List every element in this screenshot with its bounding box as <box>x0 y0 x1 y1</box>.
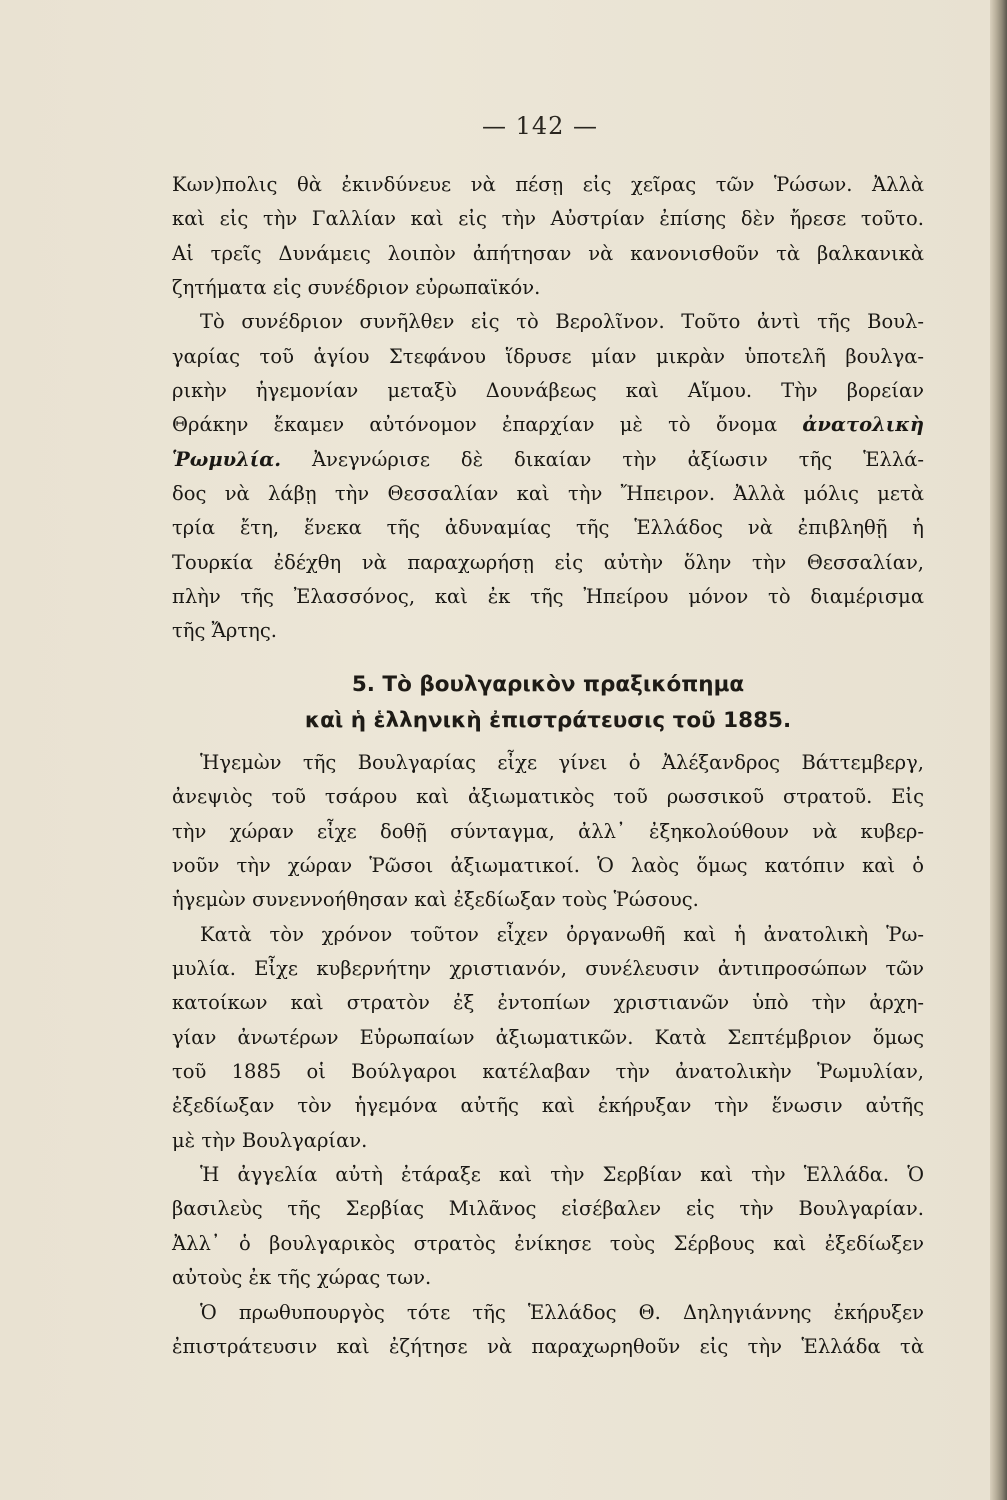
text-line: κατοίκων καὶ στρατὸν ἐξ ἐντοπίων χριστιανῶν ὑπὸ τὴν ἀρχη- <box>172 991 924 1015</box>
text-line: μυλία. Εἶχε κυβερνήτην χριστιανόν, συνέλευσιν ἀντιπροσώπων τῶν <box>172 957 924 981</box>
text-line: δος νὰ λάβῃ τὴν Θεσσαλίαν καὶ τὴν Ἤπειρον. Ἀλλὰ μόλις μετὰ <box>172 482 924 506</box>
text-line: τῆς Ἄρτης. <box>172 619 277 643</box>
text-line: μὲ τὴν Βουλγαρίαν. <box>172 1128 368 1152</box>
text-line: τοῦ 1885 οἱ Βούλγαροι κατέλαβαν τὴν ἀνατολικὴν Ῥωμυλίαν, <box>172 1060 924 1084</box>
text-line: Ἡ ἀγγελία αὐτὴ ἐτάραξε καὶ τὴν Σερβίαν καὶ τὴν Ἑλλάδα. Ὁ <box>200 1163 924 1187</box>
section-heading-line-2: καὶ ἡ ἑλληνικὴ ἐπιστράτευσις τοῦ 1885. <box>304 708 792 733</box>
text-line: καὶ εἰς τὴν Γαλλίαν καὶ εἰς τὴν Αὐστρίαν ἐπίσης δὲν ἤρεσε τοῦτο. <box>172 207 924 231</box>
text-line: ἐπιστράτευσιν καὶ ἐζήτησε νὰ παραχωρηθοῦν εἰς τὴν Ἑλλάδα τὰ <box>172 1334 924 1358</box>
text-line: γίαν ἀνωτέρων Εὐρωπαίων ἀξιωματικῶν. Κατὰ Σεπτέμβριον ὅμως <box>172 1025 924 1049</box>
text-line: ἐξεδίωξαν τὸν ἡγεμόνα αὐτῆς καὶ ἐκήρυξαν τὴν ἕνωσιν αὐτῆς <box>172 1094 924 1118</box>
emphasized-term: ἀνατολικὴ <box>802 413 924 437</box>
text-span: Ἀνεγνώρισε δὲ δικαίαν τὴν ἀξίωσιν τῆς Ἑλλά- <box>281 447 924 471</box>
text-line: τὴν χώραν εἶχε δοθῇ σύνταγμα, ἀλλ᾽ ἐξηκολούθουν νὰ κυβερ- <box>172 819 924 843</box>
text-line: Κων)πολις θὰ ἐκινδύνευε νὰ πέσῃ εἰς χεῖρας τῶν Ῥώσων. Ἀλλὰ <box>172 173 924 196</box>
emphasized-term: Ῥωμυλία. <box>172 447 282 471</box>
text-line: Ἀλλ᾽ ὁ βουλγαρικὸς στρατὸς ἐνίκησε τοὺς Σέρβους καὶ ἐξεδίωξεν <box>172 1231 924 1255</box>
text-line: νοῦν τὴν χώραν Ῥῶσοι ἀξιωματικοί. Ὁ λαὸς ὅμως κατόπιν καὶ ὁ <box>172 854 924 878</box>
text-line: ἀνεψιὸς τοῦ τσάρου καὶ ἀξιωματικὸς τοῦ ρωσσικοῦ στρατοῦ. Εἰς <box>172 785 924 809</box>
text-line: Ὁ πρωθυπουργὸς τότε τῆς Ἑλλάδος Θ. Δηληγιάννης ἐκήρυξεν <box>200 1300 924 1324</box>
text-line: γαρίας τοῦ ἁγίου Στεφάνου ἵδρυσε μίαν μικρὰν ὑποτελῆ βουλγα- <box>172 344 924 368</box>
text-line: πλὴν τῆς Ἐλασσόνος, καὶ ἐκ τῆς Ἠπείρου μόνον τὸ διαμέρισμα <box>172 585 924 609</box>
text-line: ζητήματα εἰς συνέδριον εὐρωπαϊκόν. <box>172 276 541 300</box>
text-line: αὐτοὺς ἐκ τῆς χώρας των. <box>172 1266 432 1290</box>
text-span: Θράκην ἔκαμεν αὐτόνομον ἐπαρχίαν μὲ τὸ ὄνομα <box>172 413 803 437</box>
paragraph-continuation <box>172 168 924 649</box>
text-line: Τουρκία ἐδέχθη νὰ παραχωρήσῃ εἰς αὐτὴν ὅλην τὴν Θεσσαλίαν, <box>172 550 924 574</box>
text-line <box>172 443 924 477</box>
text-line: ἡγεμὼν συνεννοήθησαν καὶ ἐξεδίωξαν τοὺς Ῥώσους. <box>172 888 699 912</box>
text-line: Ἡγεμὼν τῆς Βουλγαρίας εἶχε γίνει ὁ Ἀλέξανδρος Βάττεμβεργ, <box>200 751 924 774</box>
page-number: — 142 — <box>481 112 599 140</box>
text-line: ρικὴν ἡγεμονίαν μεταξὺ Δουνάβεως καὶ Αἵμου. Τὴν βορείαν <box>172 379 924 403</box>
section-heading-line-1: 5. Τὸ βουλγαρικὸν πραξικόπημα <box>351 672 745 697</box>
text-line: βασιλεὺς τῆς Σερβίας Μιλᾶνος εἰσέβαλεν εἰς τὴν Βουλγαρίαν. <box>172 1197 924 1221</box>
section-body <box>172 746 924 1364</box>
text-line: Αἱ τρεῖς Δυνάμεις λοιπὸν ἀπήτησαν νὰ κανονισθοῦν τὰ βαλκανικὰ <box>172 241 924 265</box>
text-line <box>172 408 924 442</box>
text-line: Κατὰ τὸν χρόνον τοῦτον εἶχεν ὀργανωθῆ καὶ ἡ ἀνατολικὴ Ῥω- <box>200 922 924 946</box>
page-edge-shadow <box>990 0 1007 1500</box>
text-line: Τὸ συνέδριον συνῆλθεν εἰς τὸ Βερολῖνον. Τοῦτο ἀντὶ τῆς Βουλ- <box>200 310 924 334</box>
text-line: τρία ἔτη, ἕνεκα τῆς ἀδυναμίας τῆς Ἑλλάδος νὰ ἐπιβληθῇ ἡ <box>172 516 924 540</box>
